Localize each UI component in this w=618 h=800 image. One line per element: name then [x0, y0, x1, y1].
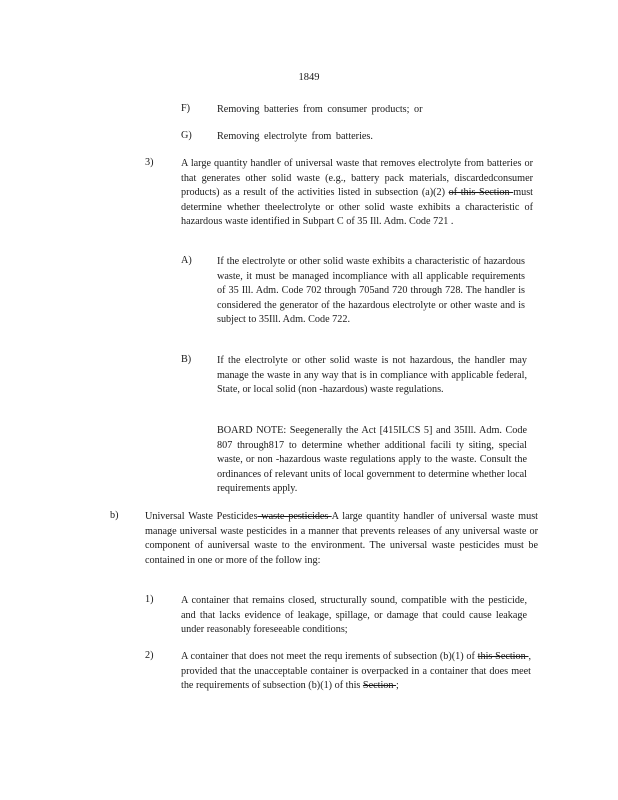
- item-text-b-upper: If the electrolyte or other solid waste is not hazardous, the handler may manage the waste in any way that is in compliance with applicable federal, State, or local solid (non -hazardous) waste regulations.: [217, 355, 527, 396]
- item-label-b1: 1): [145, 594, 154, 605]
- item-3-text-part1: A large quantity handler of universal waste that removes electrolyte from batteries or that generates other solid waste (e.g., battery pack materials, discardedconsumer products) as a result of the activities listed in subsection (a)(2): [181, 158, 533, 199]
- item-b-text: A large quantity handler of universal waste must manage universal waste pesticides in a manner that prevents releases of any universal waste or component of auniversal waste to the environment. The universal waste pesticides must be contained in one or more of the follow ing:: [145, 511, 538, 566]
- item-label-f: F): [181, 103, 191, 114]
- item-text-b2: [181, 650, 531, 694]
- item-3-text-part2: must determine whether theelectrolyte or other solid waste exhibits a characteristic of hazardous waste identified in Subpart C of 35 Ill. Adm. Code 721 .: [181, 187, 534, 228]
- item-label-b-lower: b): [110, 510, 119, 521]
- item-text-3: [181, 157, 533, 230]
- item-text-g: Removing electrolyte from batteries.: [217, 131, 373, 142]
- item-text-a: If the electrolyte or other solid waste exhibits a characteristic of hazardous waste, it must be managed incompliance with all applicable requirements of 35 Ill. Adm. Code 702 through 705and 720 through 728. The handler is considered the generator of the hazardous electrolyte or other waste and is subject to 35Ill. Adm. Code 722.: [217, 256, 525, 326]
- item-b2-text-part2: , provided that the unacceptable container is overpacked in a container that does meet the requirements of subsection (b)(1) of this: [181, 651, 532, 692]
- item-b2-text-part3: ;: [396, 680, 399, 692]
- item-label-a: A): [181, 255, 192, 266]
- item-3-deleted-text: of this Section: [448, 187, 514, 199]
- item-b-title: Universal Waste Pesticides: [145, 511, 258, 522]
- item-label-3: 3): [145, 157, 154, 168]
- item-b2-text-part1: A container that does not meet the requ irements of subsection (b)(1) of: [181, 651, 475, 662]
- item-b2-deleted-text-2: Section: [362, 680, 397, 692]
- item-label-b-upper: B): [181, 354, 192, 365]
- item-text-f: Removing batteries from consumer products; or: [217, 104, 423, 115]
- item-text-b-lower: [145, 510, 538, 568]
- item-label-b2: 2): [145, 650, 154, 661]
- item-b-deleted-text: waste pesticides: [257, 511, 332, 522]
- page-number: 1849: [298, 72, 320, 83]
- item-label-g: G): [181, 130, 192, 141]
- item-b2-deleted-text-1: this Section: [477, 651, 529, 662]
- item-text-b1: A container that remains closed, structurally sound, compatible with the pesticide, and that lacks evidence of leakage, spillage, or damage that could cause leakage under reasonably foreseeable conditions;: [181, 595, 527, 636]
- board-note: BOARD NOTE: Seegenerally the Act [415ILCS 5] and 35Ill. Adm. Code 807 through817 to determine whether additional facili ty siting, special waste, or non -hazardous waste regulations apply to the waste. Consult the ordinances of relevant units of local government to determine whether local requirements apply.: [217, 425, 527, 495]
